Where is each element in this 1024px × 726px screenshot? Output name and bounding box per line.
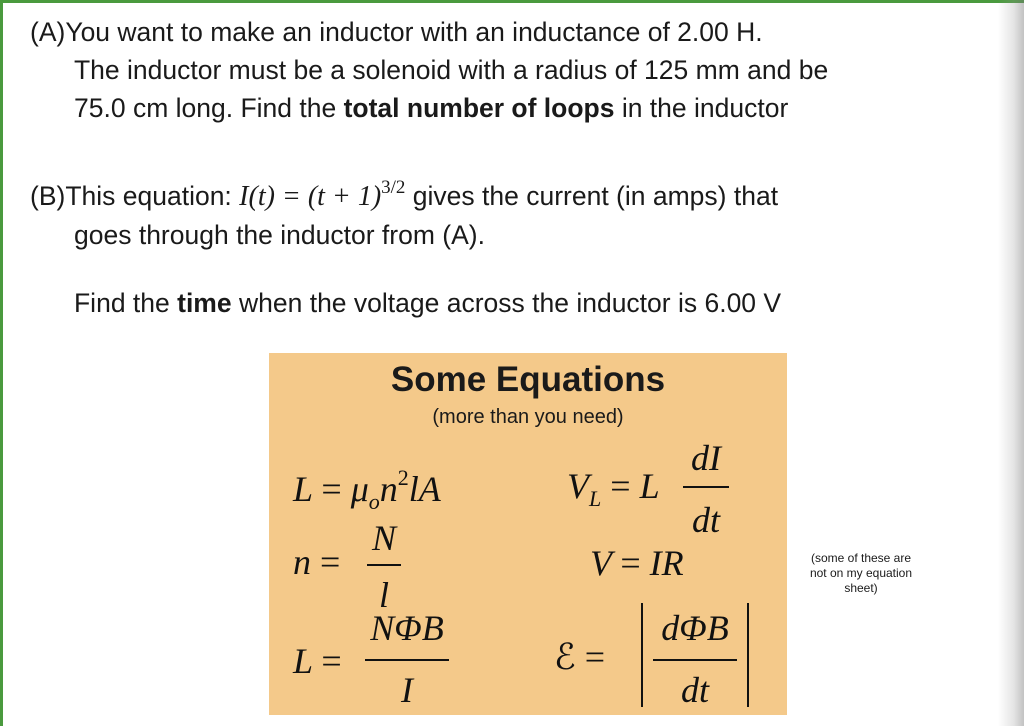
problem-b-line1-pre: This equation:: [65, 181, 240, 211]
absolute-value-bar-right: [747, 603, 749, 707]
frame-top-border: [0, 0, 1024, 3]
problem-a-line3-post: in the inductor: [614, 93, 789, 123]
problem-a-line1: You want to make an inductor with an inductance of 2.00 H.: [65, 17, 763, 47]
fraction-bar: [683, 486, 729, 488]
problem-a-line2: The inductor must be a solenoid with a radius of 125 mm and be: [74, 55, 829, 85]
problem-b-line1-post: gives the current (in amps) that: [405, 181, 779, 211]
equation-emf-denominator: dt: [680, 670, 709, 710]
fraction-bar: [365, 659, 449, 661]
fraction-bar: [653, 659, 737, 661]
problem-a: [30, 13, 990, 127]
problem-a-label: (A): [30, 17, 66, 47]
absolute-value-bar-left: [641, 603, 643, 707]
equation-emf-lhs: ℰ =: [554, 637, 606, 677]
side-note-line1: (some of these are: [810, 551, 912, 565]
problem-b-question: [30, 284, 990, 322]
equation-flux-inductance-numerator: NΦB: [370, 608, 444, 648]
current-equation: [239, 177, 406, 212]
problem-b-line2: goes through the inductor from (A).: [74, 220, 485, 250]
problem-a-emphasis: total number of loops: [343, 93, 615, 123]
equation-turn-density-lhs: n =: [293, 542, 341, 582]
equations-subtitle: (more than you need): [432, 406, 624, 428]
equation-flux-inductance-denominator: I: [401, 670, 413, 710]
equation-inductor-voltage-lhs: $V_L = L$: [567, 466, 660, 511]
question-post: when the voltage across the inductor is 6.00 V: [231, 288, 782, 318]
current-equation-lhs: I(t) = (t + 1): [239, 181, 382, 212]
equation-inductor-voltage-denominator: dt: [691, 500, 720, 540]
equations-box: [269, 353, 787, 715]
fraction-bar: [367, 564, 401, 566]
question-pre: Find the: [74, 288, 178, 318]
current-equation-exponent: 3/2: [381, 177, 406, 198]
equation-turn-density-denominator: l: [378, 575, 389, 615]
question-emphasis: time: [177, 288, 232, 318]
frame-left-border: [0, 0, 3, 726]
equation-inductor-voltage-numerator: dI: [691, 438, 721, 478]
equations-title: Some Equations: [390, 360, 666, 399]
equation-ohms-law: V = IR: [590, 543, 684, 583]
side-note-line2: not on my equation: [809, 566, 913, 580]
problem-b-label: (B): [30, 181, 66, 211]
page-edge-shadow: [998, 0, 1024, 726]
equation-solenoid-inductance: $L = \mu_on^2lA$: [293, 465, 441, 514]
equation-turn-density-numerator: N: [371, 518, 396, 558]
side-note: [796, 551, 926, 596]
equation-emf-numerator: dΦB: [661, 608, 729, 648]
equation-flux-inductance-lhs: L =: [293, 641, 342, 681]
problem-a-line3-pre: 75.0 cm long. Find the: [74, 93, 344, 123]
problem-b: [30, 169, 990, 254]
side-note-line3: sheet): [844, 581, 878, 595]
